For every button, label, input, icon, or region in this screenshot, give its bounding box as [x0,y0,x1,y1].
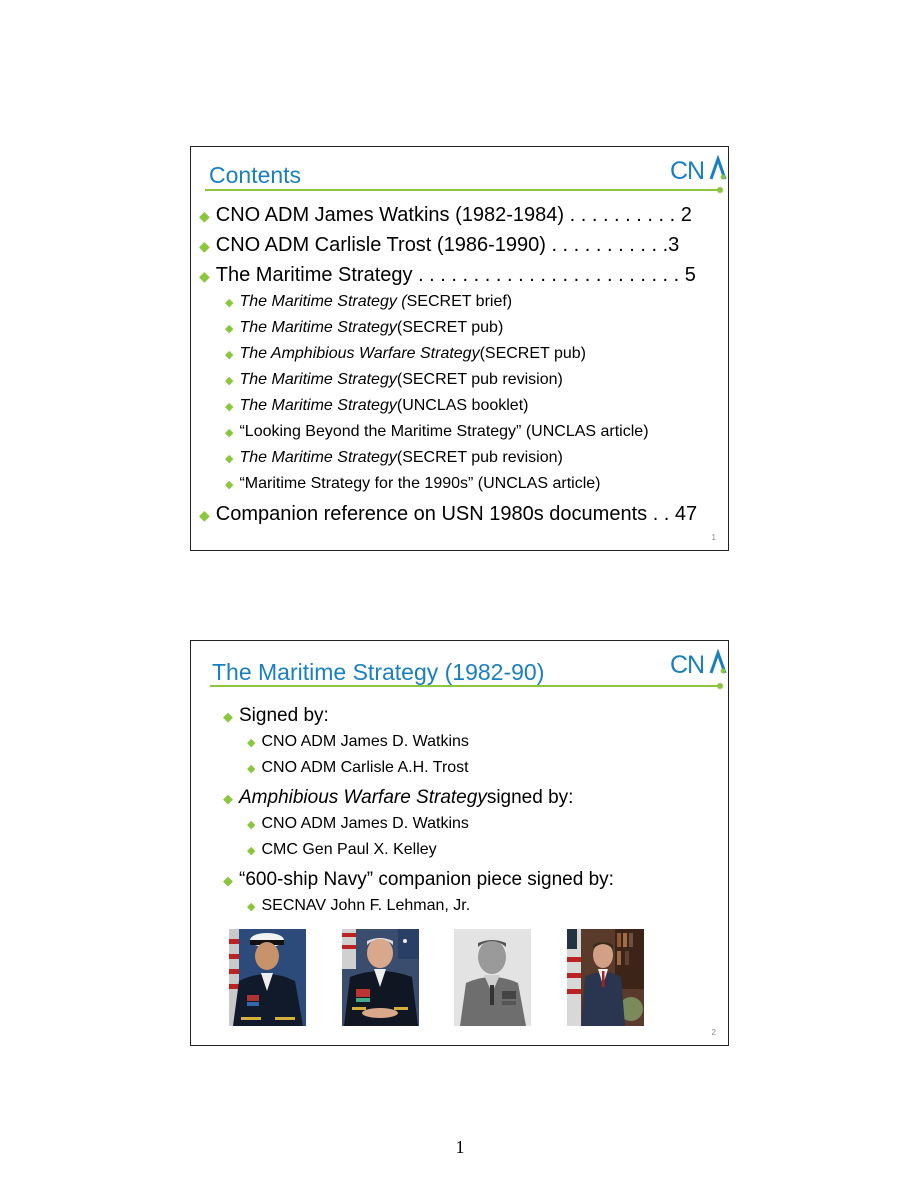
bullet-diamond-icon: ◆ [247,763,256,775]
list-subitem: ◆ CNO ADM James D. Watkins [247,815,469,832]
title-rule [210,685,720,687]
contents-subitem: ◆ The Maritime Strategy (SECRET pub revision) [225,449,563,466]
contents-subitem: ◆ “Looking Beyond the Maritime Strategy” (UNCLAS article) [225,423,649,440]
bullet-diamond-icon: ◆ [225,479,234,491]
title-rule-dot [717,187,723,193]
contents-item: ◆ CNO ADM Carlisle Trost (1986-1990) . . . . . . . . . . .3 [199,234,680,256]
bullet-diamond-icon: ◆ [225,375,234,387]
list-subitem: ◆ CMC Gen Paul X. Kelley [247,841,437,858]
bullet-diamond-icon: ◆ [199,238,210,254]
bullet-diamond-icon: ◆ [247,737,256,749]
slide-contents [190,146,729,551]
list-subitem: ◆ CNO ADM Carlisle A.H. Trost [247,759,469,776]
bullet-diamond-icon: ◆ [225,401,234,413]
contents-subitem: ◆ The Maritime Strategy ( SECRET brief) [225,293,513,310]
contents-subitem: ◆ The Maritime Strategy (SECRET pub revision) [225,371,563,388]
slide-title: The Maritime Strategy (1982-90) [212,659,545,685]
list-subitem: ◆ CNO ADM James D. Watkins [247,733,469,750]
bullet-diamond-icon: ◆ [247,845,256,857]
bullet-diamond-icon: ◆ [225,427,234,439]
bullet-diamond-icon: ◆ [223,709,233,724]
bullet-diamond-icon: ◆ [225,297,234,309]
bullet-diamond-icon: ◆ [225,323,234,335]
portrait-navy-admiral-color-icon [342,929,419,1026]
svg-text:CN: CN [670,651,705,679]
contents-subitem: ◆ The Maritime Strategy (UNCLAS booklet) [225,397,529,414]
contents-subitem: ◆ The Maritime Strategy (SECRET pub) [225,319,504,336]
title-rule-dot [717,683,723,689]
bullet-diamond-icon: ◆ [223,873,233,888]
cna-logo-icon [668,155,728,185]
bullet-diamond-icon: ◆ [225,349,234,361]
portrait-marine-general-bw-icon [454,929,531,1026]
contents-item: ◆ Companion reference on USN 1980s documents . . 47 [199,503,698,525]
bullet-diamond-icon: ◆ [199,268,210,284]
contents-subitem: ◆ “Maritime Strategy for the 1990s” (UNCLAS article) [225,475,601,492]
bullet-diamond-icon: ◆ [247,819,256,831]
list-item: ◆ Amphibious Warfare Strategy signed by: [223,787,574,808]
bullet-diamond-icon: ◆ [247,901,256,913]
contents-subitem: ◆ The Amphibious Warfare Strategy (SECRET pub) [225,345,586,362]
contents-item: ◆ The Maritime Strategy . . . . . . . . . . . . . . . . . . . . . . . . 5 [199,264,696,286]
portrait-navy-officer-color-icon [229,929,306,1026]
portrait-civilian-secretary-color-icon [567,929,644,1026]
slide-page-number: 1 [711,533,716,542]
list-subitem: ◆ SECNAV John F. Lehman, Jr. [247,897,471,914]
page-number: 1 [455,1137,465,1157]
svg-text:CN: CN [670,157,705,185]
contents-item: ◆ CNO ADM James Watkins (1982-1984) . . . . . . . . . . 2 [199,204,692,226]
bullet-diamond-icon: ◆ [199,208,210,224]
bullet-diamond-icon: ◆ [199,507,210,523]
slide-page-number: 2 [711,1028,716,1037]
list-item: ◆ Signed by: [223,705,329,726]
bullet-diamond-icon: ◆ [225,453,234,465]
list-item: ◆ “600-ship Navy” companion piece signed by: [223,869,614,890]
cna-logo-icon [668,649,728,679]
title-rule [205,189,720,191]
slide-title: Contents [209,162,302,188]
slide-maritime-strategy [190,640,729,1046]
bullet-diamond-icon: ◆ [223,791,233,806]
